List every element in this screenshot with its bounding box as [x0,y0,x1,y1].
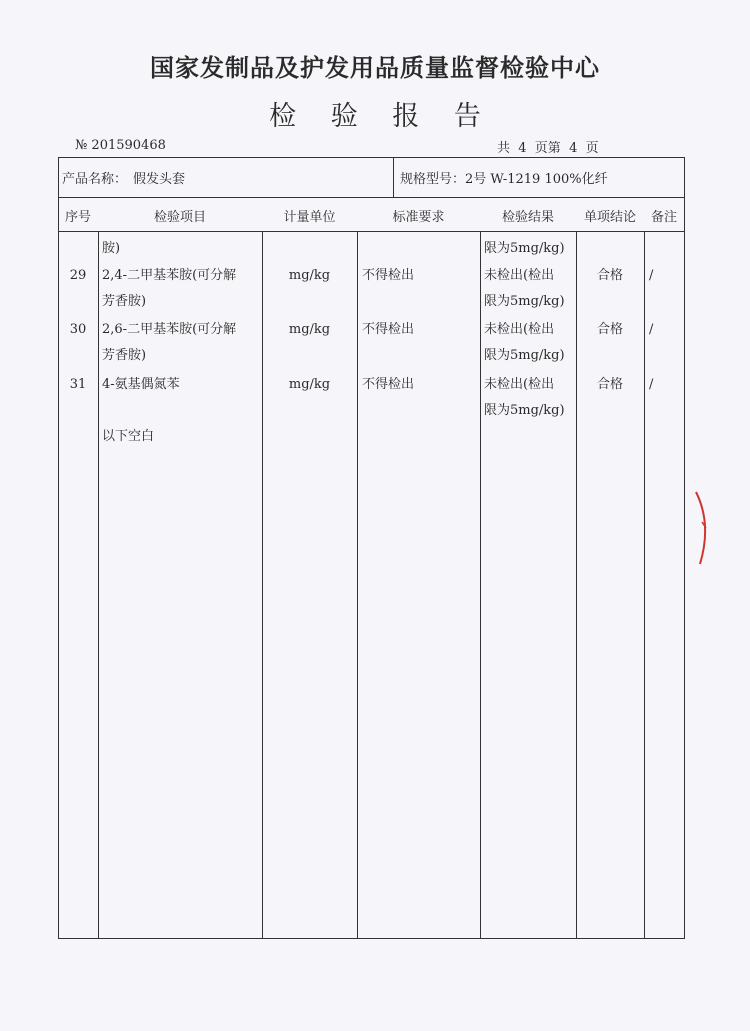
header-row-divider [58,231,685,232]
page-info: 共 4 页第 4 页 [497,141,599,156]
row-item-line1: 2,4-二甲基苯胺(可分解 [102,268,237,283]
header-standard: 标准要求 [392,210,445,225]
row-result-line2: 限为5mg/kg) [484,294,565,309]
product-spec-label: 规格型号： [400,172,466,187]
seal-fragment [690,488,720,568]
row-standard: 不得检出 [362,322,415,337]
row-conclusion: 合格 [596,268,623,283]
row-conclusion: 合格 [596,322,623,337]
header-item: 检验项目 [153,210,206,225]
product-col-divider [393,157,394,197]
header-seq: 序号 [64,210,91,225]
table-right-border [684,157,685,939]
col-divider-standard [480,231,481,938]
row-remark: / [649,322,654,337]
continuation-result: 限为5mg/kg) [484,241,565,256]
product-spec-value: 2号 W-1219 100%化纤 [465,172,608,187]
header-result: 检验结果 [501,210,554,225]
product-spec [400,168,608,187]
row-remark: / [649,377,654,392]
row-unit: mg/kg [288,268,331,283]
header-remark: 备注 [650,210,677,225]
product-name-value: 假发头套 [133,172,186,187]
row-seq: 31 [69,377,87,392]
row-standard: 不得检出 [362,377,415,392]
row-result-line1: 未检出(检出 [484,322,555,337]
product-name-label: 产品名称： [62,172,128,187]
header-unit: 计量单位 [283,210,336,225]
row-unit: mg/kg [288,322,331,337]
product-row-divider [58,197,685,198]
blank-note: 以下空白 [102,429,155,444]
row-item-line1: 4-氨基偶氮苯 [102,377,180,392]
report-title: 检 验 报 告 [269,101,481,132]
table-bottom-border [58,938,685,939]
row-item-line2: 芳香胺) [102,348,147,363]
row-item-line2: 芳香胺) [102,294,147,309]
table-top-border [58,157,685,158]
product-name [62,168,185,187]
row-conclusion: 合格 [596,377,623,392]
header-conclusion: 单项结论 [583,210,636,225]
row-item-line1: 2,6-二甲基苯胺(可分解 [102,322,237,337]
report-number: № 201590468 [75,138,166,153]
organization-title: 国家发制品及护发用品质量监督检验中心 [150,54,600,82]
row-result-line2: 限为5mg/kg) [484,348,565,363]
row-remark: / [649,268,654,283]
row-result-line2: 限为5mg/kg) [484,403,565,418]
col-divider-conclusion [644,231,645,938]
row-seq: 29 [69,268,87,283]
col-divider-unit [357,231,358,938]
row-result-line1: 未检出(检出 [484,268,555,283]
continuation-item: 胺) [102,241,121,256]
row-unit: mg/kg [288,377,331,392]
row-seq: 30 [69,322,87,337]
row-result-line1: 未检出(检出 [484,377,555,392]
col-divider-seq [98,231,99,938]
row-standard: 不得检出 [362,268,415,283]
